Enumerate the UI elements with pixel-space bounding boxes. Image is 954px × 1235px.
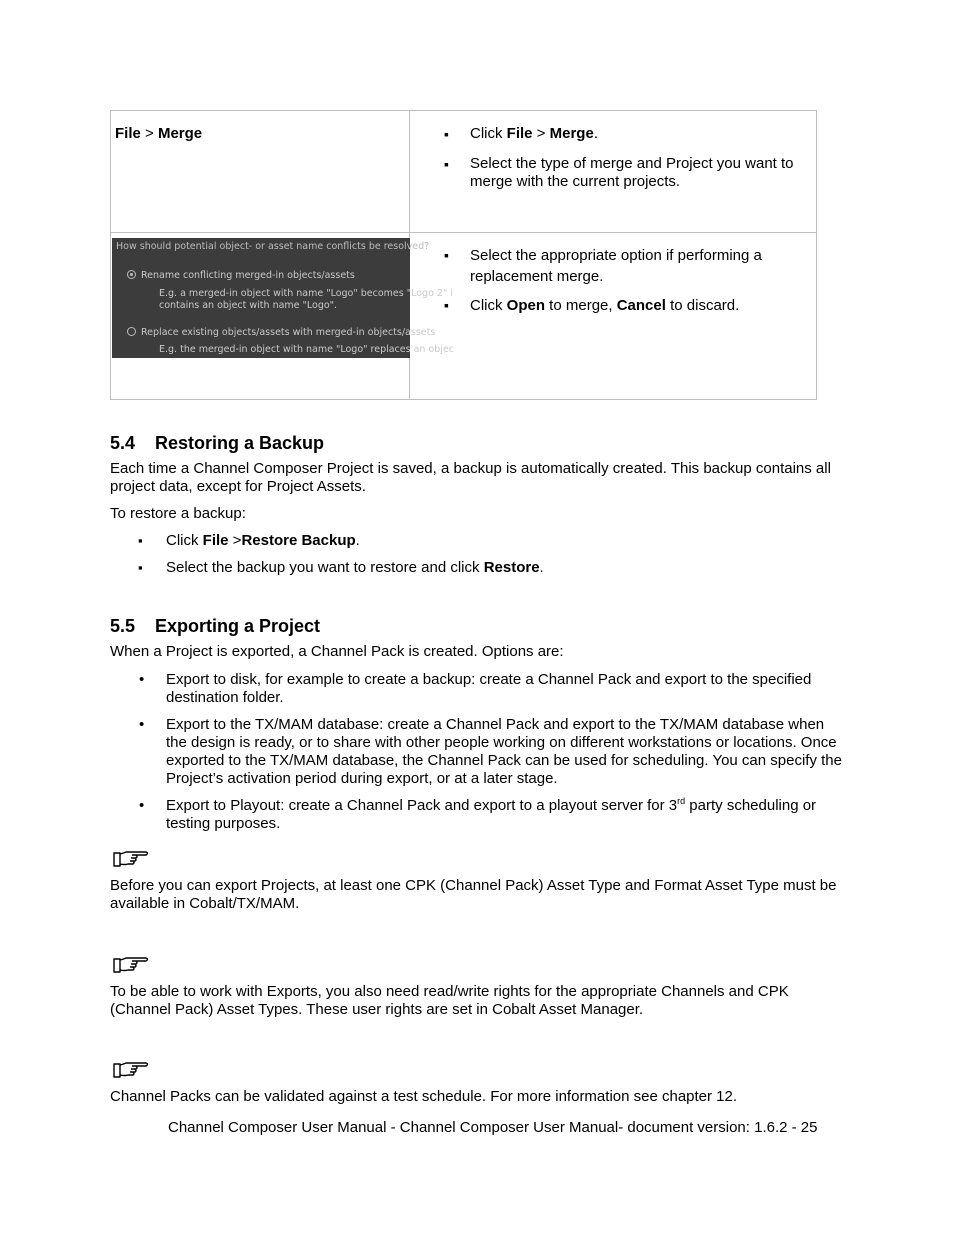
section-heading <box>110 616 320 637</box>
menu-merge: Merge <box>157 125 203 142</box>
export-options-list <box>138 671 848 842</box>
table-row <box>111 233 816 400</box>
bold-text: Cancel <box>616 297 666 314</box>
merge-options-screenshot <box>112 238 455 358</box>
pointing-hand-icon <box>112 1058 150 1080</box>
bold-text: File <box>202 532 229 549</box>
table-row <box>111 111 816 233</box>
text: Export to Playout: create a Channel Pack and export to a playout server for 3 <box>166 797 678 814</box>
instruction-list <box>444 245 804 324</box>
paragraph: When a Project is exported, a Channel Pack is created. Options are: <box>110 643 564 660</box>
menu-file: File <box>115 125 141 142</box>
section-number: 5.5 <box>110 616 136 636</box>
table-cell-instructions <box>410 111 816 232</box>
list-item <box>444 295 804 316</box>
text: . <box>539 559 544 576</box>
conflict-question: How should potential object- or asset name conflicts be resolved? <box>116 241 430 252</box>
section-title: Exporting a Project <box>155 616 321 636</box>
text: > <box>532 125 550 142</box>
text: . <box>355 532 360 549</box>
text: > <box>228 532 242 549</box>
text: to merge, <box>545 297 617 314</box>
text: Click <box>470 297 507 314</box>
text: party scheduling or testing purposes. <box>166 797 817 832</box>
table-cell-screenshot <box>111 233 455 400</box>
page-footer: Channel Composer User Manual - Channel Composer User Manual- document version: 1.6.2 - 25 <box>168 1119 818 1136</box>
list-item: ▪ Select the type of merge and Project you want to merge with the current projects. <box>444 155 804 191</box>
list-item <box>138 559 848 577</box>
table-cell-instructions <box>410 233 816 400</box>
note-text: Before you can export Projects, at least one CPK (Channel Pack) Asset Type and Format Asset Type must be available in Cobalt/TX/MAM. <box>110 877 837 912</box>
rename-option <box>127 270 355 281</box>
section-number: 5.4 <box>110 433 136 453</box>
radio-selected-icon <box>127 270 136 279</box>
rename-option-desc: contains an object with name "Logo". <box>159 300 338 311</box>
text: to discard. <box>665 297 740 314</box>
list-item <box>138 797 848 833</box>
list-item <box>138 532 848 550</box>
section-heading <box>110 433 324 454</box>
bold-text: Open <box>506 297 546 314</box>
pointing-hand-icon <box>112 847 150 869</box>
bold-text: File <box>506 125 533 142</box>
rename-option-label: Rename conflicting merged-in objects/assets <box>141 270 355 281</box>
text: Click <box>470 125 507 142</box>
text: . <box>593 125 598 142</box>
paragraph: Each time a Channel Composer Project is saved, a backup is automatically created. This backup contains all project data, except for Project Assets. <box>110 460 831 495</box>
rename-option-desc: E.g. a merged-in object with name "Logo" becomes "Logo 2" i <box>159 288 453 299</box>
merge-table <box>110 110 817 400</box>
menu-separator: > <box>140 125 158 142</box>
superscript: rd <box>677 796 686 806</box>
table-cell-menu-path <box>111 111 410 232</box>
list-item <box>444 125 804 143</box>
list-item: ▪ Select the appropriate option if performing a replacement merge. <box>444 245 804 287</box>
list-item: • Export to the TX/MAM database: create a Channel Pack and export to the TX/MAM database when the design is ready, or to share with other people working on different workstations or locations. Once exported to the TX/MAM database, the Channel Pack can be used for scheduling. You can specify the Project’s activation period during export, or at a later stage. <box>138 716 848 788</box>
replace-option <box>127 327 435 338</box>
pointing-hand-icon <box>112 953 150 975</box>
menu-path <box>115 125 202 142</box>
replace-option-label: Replace existing objects/assets with merged-in objects/assets <box>141 327 436 338</box>
text: Click <box>166 532 203 549</box>
note-text: To be able to work with Exports, you also need read/write rights for the appropriate Channels and CPK (Channel Pack) Asset Types. These user rights are set in Cobalt Asset Manager. <box>110 983 789 1018</box>
section-title: Restoring a Backup <box>155 433 325 453</box>
replace-option-desc: E.g. the merged-in object with name "Logo" replaces an objec <box>159 344 455 355</box>
bold-text: Restore Backup <box>241 532 356 549</box>
paragraph: To restore a backup: <box>110 505 246 522</box>
note-text: Channel Packs can be validated against a test schedule. For more information see chapter 12. <box>110 1088 738 1105</box>
list-item: • Export to disk, for example to create a backup: create a Channel Pack and export to the specified destination folder. <box>138 671 848 707</box>
bold-text: Merge <box>549 125 594 142</box>
bold-text: Restore <box>483 559 540 576</box>
instruction-list <box>444 125 804 203</box>
restore-steps-list <box>138 532 848 586</box>
text: Select the backup you want to restore and click <box>166 559 484 576</box>
radio-unselected-icon <box>127 327 136 336</box>
